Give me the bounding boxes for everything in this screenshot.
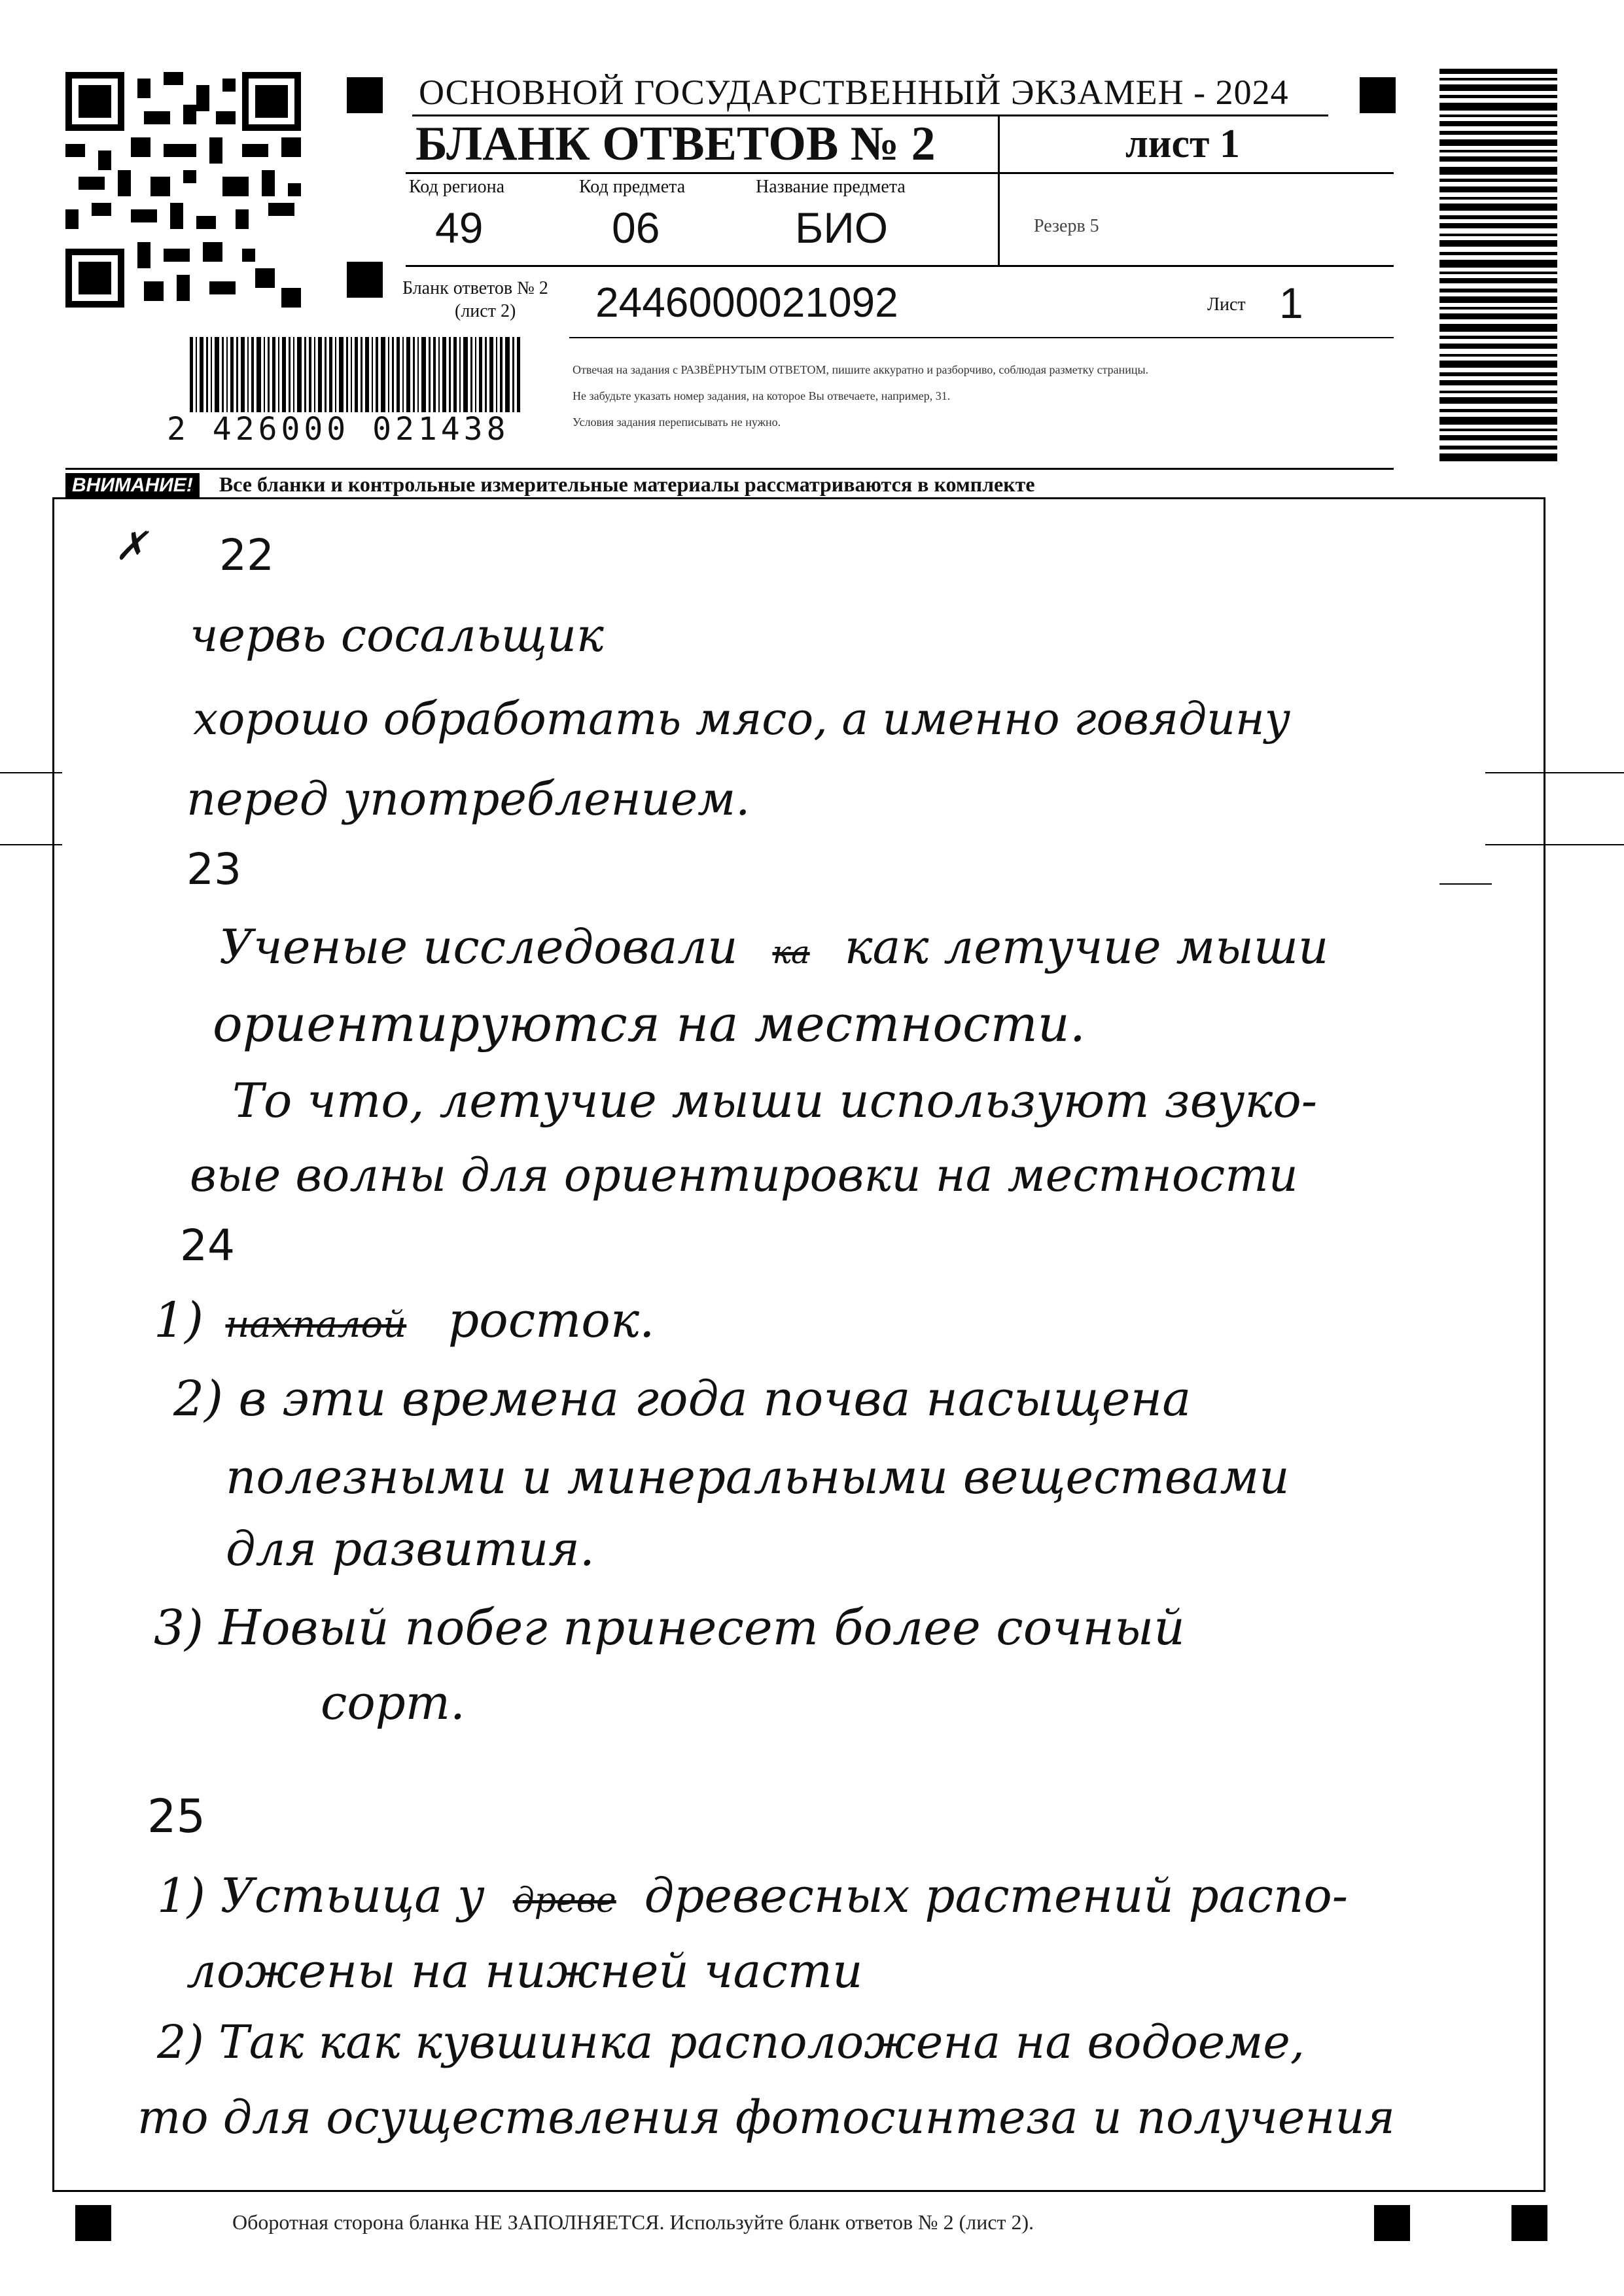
answer-24-number: 24 [180, 1220, 235, 1271]
subject-code-label: Код предмета [579, 177, 686, 197]
answer-24-line-1-marker: 1) [154, 1292, 203, 1349]
scribble-mark: ✗ [115, 523, 148, 569]
marker-square-bottom-right-2 [1511, 2205, 1547, 2241]
instruction-1: Отвечая на задания с РАЗВЁРНУТЫМ ОТВЕТОМ, пишите аккуратно и разборчиво, соблюдая разметку страницы. [573, 363, 1149, 376]
marker-square-top-left [347, 77, 383, 113]
margin-tick-left-1 [0, 772, 62, 773]
reserve-label: Резерв 5 [1034, 216, 1099, 236]
region-label: Код региона [409, 177, 505, 197]
region-value: 49 [435, 203, 484, 252]
qr-code [65, 72, 301, 308]
answer-25-line-4: то для осуществления фотосинтеза и получения [137, 2091, 1395, 2144]
answer-25-line-1 [157, 1868, 1348, 1923]
answer-22-number: 22 [219, 530, 274, 580]
header-divider [998, 116, 1000, 267]
warning-line [65, 472, 1035, 497]
warning-text: Все бланки и контрольные измерительные материалы рассматриваются в комплекте [219, 472, 1035, 496]
answer-25-line-3: 2) Так как кувшинка расположена на водоеме, [157, 2015, 1305, 2069]
answer-25-line-2: ложены на нижней части [186, 1943, 863, 1998]
footer-note: Оборотная сторона бланка НЕ ЗАПОЛНЯЕТСЯ. Используйте бланк ответов № 2 (лист 2). [232, 2210, 1034, 2234]
margin-tick-right-1 [1485, 772, 1624, 773]
answer-23-line-4: вые волны для ориентировки на местности [190, 1148, 1298, 1202]
exam-title: ОСНОВНОЙ ГОСУДАРСТВЕННЫЙ ЭКЗАМЕН - 2024 [419, 73, 1289, 112]
answer-22-line-2: хорошо обработать мясо, а именно говядину [193, 694, 1291, 745]
marker-square-mid-left [347, 262, 383, 298]
answer-25-struck-word: древе [512, 1881, 616, 1920]
answer-23-line-2: ориентируются на местности. [213, 995, 1086, 1053]
answer-23-number: 23 [186, 844, 241, 894]
form-number-label: Бланк ответов № 2 [402, 278, 548, 298]
sheet-number-label: Лист [1207, 294, 1246, 315]
subject-code-value: 06 [612, 203, 660, 252]
answer-24-line-4: для развития. [226, 1521, 595, 1576]
form-number-value: 2446000021092 [595, 279, 898, 326]
answer-23-line-1b: как летучие мыши [844, 919, 1329, 974]
marker-square-bottom-left [75, 2205, 111, 2241]
form-number-rule [569, 337, 1394, 338]
answer-24-line-1-text: росток. [448, 1292, 655, 1349]
answer-25-line-1a: 1) Устьица у [157, 1868, 485, 1923]
answer-24-struck-word: нахпалой [225, 1303, 407, 1346]
answer-22-line-3: перед употреблением. [186, 772, 750, 826]
answer-24-line-5: 3) Новый побег принесет более сочный [154, 1600, 1185, 1656]
answer-24-line-3: полезными и минеральными веществами [226, 1449, 1290, 1504]
answer-24-line-6: сорт. [321, 1675, 465, 1730]
answer-23-struck-word: ка [772, 934, 810, 971]
subject-name-label: Название предмета [756, 177, 906, 197]
marker-square-bottom-right-1 [1374, 2205, 1410, 2241]
margin-tick-right-2 [1485, 844, 1624, 845]
answer-23-line-3: То что, летучие мыши используют звуко- [232, 1073, 1318, 1128]
barcode-number: 2 426000 021438 [167, 411, 510, 448]
side-barcode [1439, 69, 1557, 461]
answer-25-number: 25 [147, 1790, 206, 1843]
sheet-label: лист 1 [1125, 122, 1240, 166]
marker-square-top-right [1360, 77, 1396, 113]
answer-22-line-1: червь сосальщик [190, 609, 604, 662]
instruction-2: Не забудьте указать номер задания, на которое Вы отвечаете, например, 31. [573, 389, 951, 402]
margin-tick-left-2 [0, 844, 62, 845]
form-barcode [190, 337, 523, 412]
answer-23-line-1 [219, 919, 1328, 974]
answer-23-line-1a: Ученые исследовали [219, 919, 738, 974]
form-title: БЛАНК ОТВЕТОВ № 2 [415, 117, 936, 171]
margin-tick-right-3 [1439, 883, 1492, 885]
fields-rule [406, 265, 1394, 267]
sheet-number-value: 1 [1279, 279, 1303, 327]
answer-25-line-1b: древесных растений распо- [644, 1868, 1349, 1923]
warning-badge: ВНИМАНИЕ! [65, 473, 200, 497]
answer-24-line-2: 2) в эти времена года почва насыщена [173, 1371, 1192, 1427]
warning-rule [65, 468, 1394, 470]
answer-24-line-1 [154, 1292, 655, 1349]
form-number-sub: (лист 2) [455, 301, 516, 321]
subject-name-value: БИО [795, 203, 889, 252]
instruction-3: Условия задания переписывать не нужно. [573, 415, 781, 429]
header-rule [406, 172, 1394, 174]
